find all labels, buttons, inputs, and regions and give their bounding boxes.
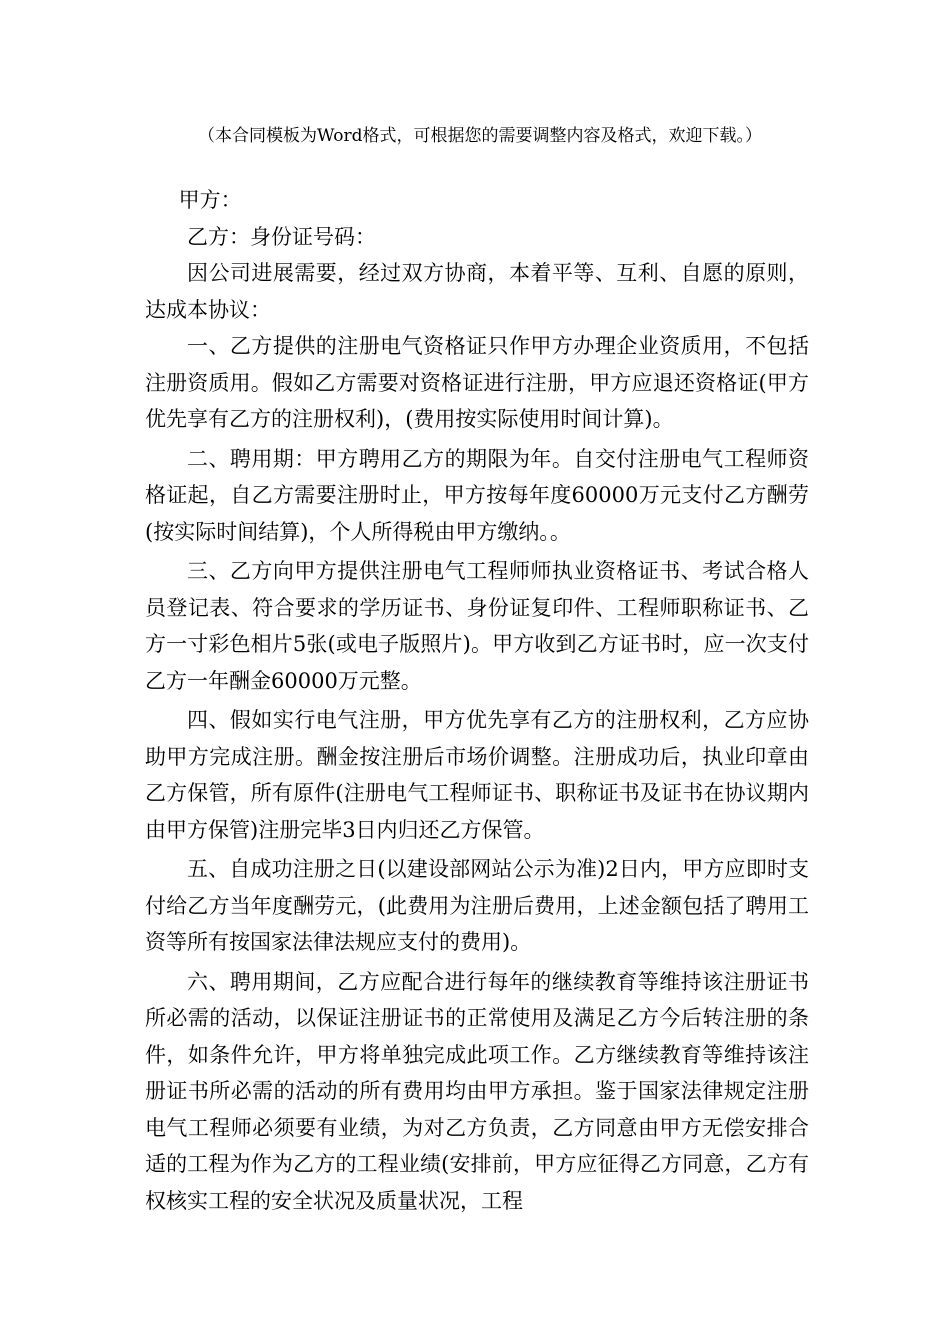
clause-2: 二、聘用期：甲方聘用乙方的期限为年。自交付注册电气工程师资格证起，自乙方需要注册时止，甲方按每年度60000万元支付乙方酬劳(按实际时间结算)，个人所得税由甲方缴纳。。	[145, 446, 809, 544]
clause-5: 五、自成功注册之日(以建设部网站公示为准)2日内，甲方应即时支付给乙方当年度酬劳元，(此费用为注册后费用，上述金额包括了聘用工资等所有按国家法律法规应支付的费用)。	[145, 857, 809, 954]
intro-paragraph: 因公司进展需要，经过双方协商，本着平等、互利、自愿的原则，达成本协议：	[145, 261, 809, 322]
contract-body	[145, 182, 809, 1219]
clause-1: 一、乙方提供的注册电气资格证只作甲方办理企业资质用，不包括注册资质用。假如乙方需要对资格证进行注册，甲方应退还资格证(甲方优先享有乙方的注册权利)，(费用按实际使用时间计算)。	[145, 334, 809, 431]
clause-4: 四、假如实行电气注册，甲方优先享有乙方的注册权利，乙方应协助甲方完成注册。酬金按注册后市场价调整。注册成功后，执业印章由乙方保管，所有原件(注册电气工程师证书、职称证书及证书在协议期内由甲方保管)注册完毕3日内归还乙方保管。	[145, 708, 809, 842]
party-b-line: 乙方：身份证号码：	[187, 224, 376, 249]
clause-6: 六、聘用期间，乙方应配合进行每年的继续教育等维持该注册证书所必需的活动，以保证注册证书的正常使用及满足乙方今后转注册的条件，如条件允许，甲方将单独完成此项工作。乙方继续教育等维持该注册证书所必需的活动的所有费用均由甲方承担。鉴于国家法律规定注册电气工程师必须要有业绩，为对乙方负责，乙方同意由甲方无偿安排合适的工程为作为乙方的工程业绩(安排前，甲方应征得乙方同意，乙方有权核实工程的安全状况及质量状况，工程	[145, 969, 809, 1213]
template-note: （本合同模板为Word格式，可根据您的需要调整内容及格式，欢迎下载。）	[197, 126, 763, 146]
party-a-line: 甲方：	[178, 188, 242, 212]
clause-3: 三、乙方向甲方提供注册电气工程师师执业资格证书、考试合格人员登记表、符合要求的学历证书、身份证复印件、工程师职称证书、乙方一寸彩色相片5张(或电子版照片)。甲方收到乙方证书时，应一次支付乙方一年酬金60000万元整。	[145, 559, 809, 693]
